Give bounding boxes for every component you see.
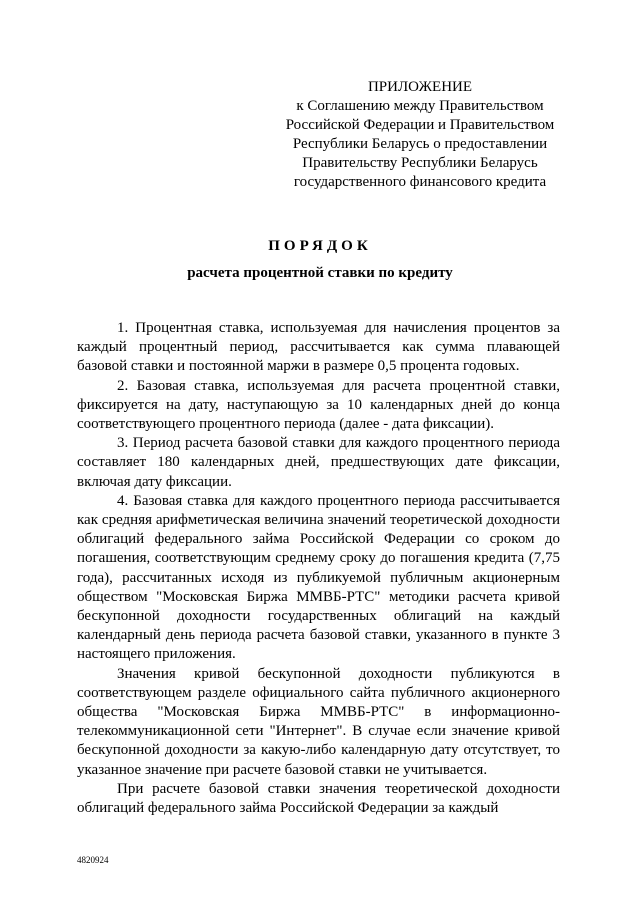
paragraph-3: 3. Период расчета базовой ставки для каждого процентного периода составляет 180 календарных дней, предшествующих дате фиксации, включая дату фиксации. — [77, 435, 560, 490]
appendix-line: Правительству Республики Беларусь — [302, 155, 538, 171]
document-body — [77, 319, 560, 818]
appendix-header — [270, 78, 570, 192]
paragraph-6: При расчете базовой ставки значения теоретической доходности облигаций федерального займа Российской Федерации за каждый — [77, 780, 560, 817]
paragraph-5: Значения кривой бескупонной доходности публикуются в соответствующем разделе официального сайта публичного акционерного общества "Московская Биржа ММВБ-РТС" в информационно-телекоммуникационной сети "Интернет". В случае если значение кривой бескупонной доходности за какую-либо календарную дату отсутствует, то указанное значение при расчете базовой ставки не учитывается. — [77, 665, 560, 778]
appendix-heading: ПРИЛОЖЕНИЕ — [367, 79, 473, 95]
paragraph-1: 1. Процентная ставка, используемая для начисления процентов за каждый процентный период, рассчитывается как сумма плавающей базовой ставки и постоянной маржи в размере 0,5 процента годовых. — [77, 320, 560, 375]
document-subtitle: расчета процентной ставки по кредиту — [187, 265, 453, 281]
document-number: 4820924 — [77, 855, 109, 865]
appendix-line: государственного финансового кредита — [293, 174, 547, 190]
appendix-line: Республики Беларусь о предоставлении — [292, 136, 548, 152]
appendix-line: к Соглашению между Правительством — [296, 98, 544, 114]
appendix-line: Российской Федерации и Правительством — [285, 117, 555, 133]
paragraph-4: 4. Базовая ставка для каждого процентного периода рассчитывается как средняя арифметическая величина значений теоретической доходности облигаций федерального займа Российской Федерации со сроком до погашения, соответствующим среднему сроку до погашения кредита (7,75 года), рассчитанных исходя из публикуемой публичным акционерным обществом "Московская Биржа ММВБ-РТС" методики расчета кривой бескупонной доходности государственных облигаций на каждый календарный день периода расчета базовой ставки, указанного в пункте 3 настоящего приложения. — [77, 492, 560, 663]
paragraph-2: 2. Базовая ставка, используемая для расчета процентной ставки, фиксируется на дату, наступающую за 10 календарных дней до конца соответствующего процентного периода (далее - дата фиксации). — [77, 377, 560, 433]
document-title: ПОРЯДОК — [268, 238, 372, 254]
